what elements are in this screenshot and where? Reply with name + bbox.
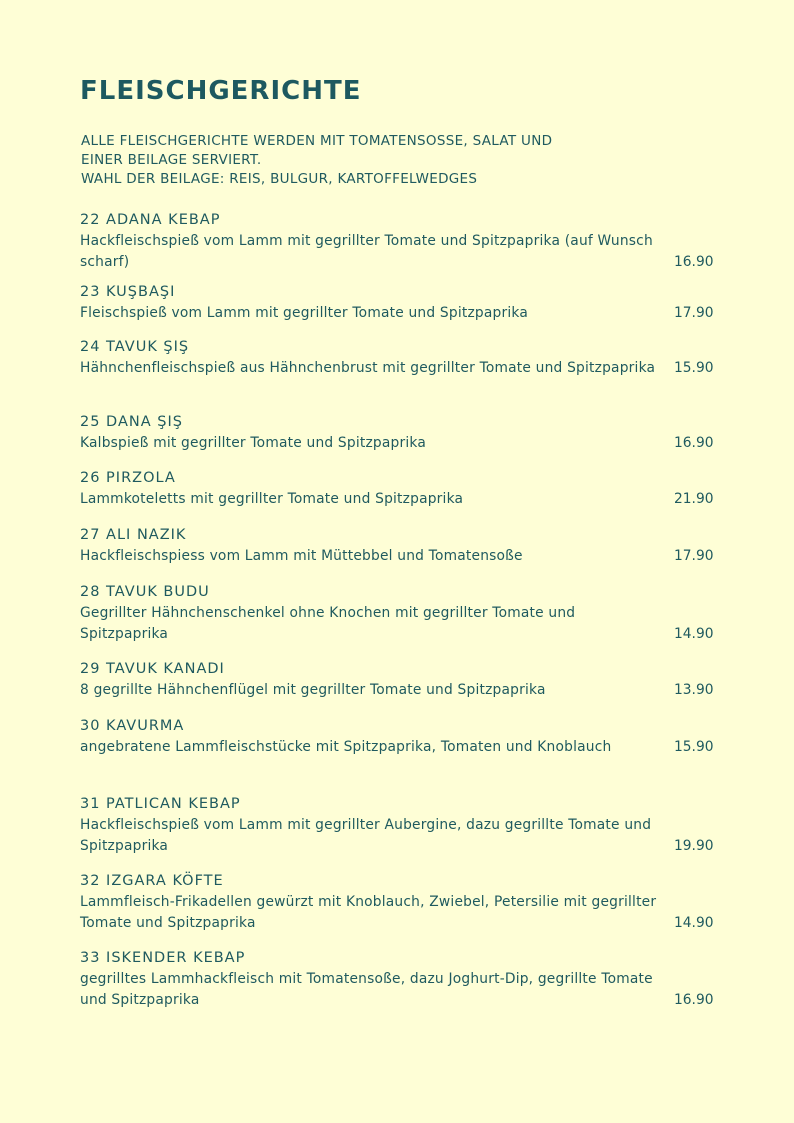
menu-item: [80, 412, 720, 454]
dish-price: 14.90: [674, 914, 714, 931]
dish-price: 14.90: [674, 625, 714, 642]
dish-name: 32 IZGARA KÖFTE: [80, 873, 224, 889]
dish-name: 26 PIRZOLA: [80, 470, 176, 486]
menu-item: [80, 659, 720, 701]
menu-item: [80, 282, 720, 324]
dish-description: angebratene Lammfleischstücke mit Spitzpaprika, Tomaten und Knoblauch: [80, 739, 612, 755]
menu-item: [80, 716, 720, 758]
dish-name: 30 KAVURMA: [80, 718, 185, 734]
menu-item: [80, 525, 720, 567]
menu-item: [80, 582, 720, 644]
menu-item: [80, 468, 720, 510]
dish-description: Lammfleisch-Frikadellen gewürzt mit Knoblauch, Zwiebel, Petersilie mit gegrillter Tomate und Spitzpaprika: [80, 894, 657, 931]
dish-name: 22 ADANA KEBAP: [80, 212, 221, 228]
page-title: FLEISCHGERICHTE: [80, 76, 362, 106]
dish-description: Hackfleischspieß vom Lamm mit gegrillter Tomate und Spitzpaprika (auf Wunsch scharf): [80, 233, 653, 270]
menu-item: [80, 948, 720, 1010]
dish-price: 16.90: [674, 991, 714, 1008]
dish-price: 17.90: [674, 305, 714, 321]
dish-name: 29 TAVUK KANADI: [80, 661, 225, 677]
dish-price: 19.90: [674, 837, 714, 854]
dish-name: 31 PATLICAN KEBAP: [80, 796, 241, 812]
intro-text: [81, 132, 681, 189]
dish-description: Gegrillter Hähnchenschenkel ohne Knochen mit gegrillter Tomate und Spitzpaprika: [80, 605, 576, 642]
dish-price: 17.90: [674, 548, 714, 564]
intro-line: EINER BEILAGE SERVIERT.: [81, 152, 262, 168]
dish-price: 16.90: [674, 435, 714, 451]
dish-description: gegrilltes Lammhackfleisch mit Tomatensoße, dazu Joghurt-Dip, gegrillte Tomate und Spitzpaprika: [80, 971, 653, 1008]
menu-item: [80, 210, 720, 272]
dish-name: 24 TAVUK ŞIŞ: [80, 339, 190, 355]
dish-price: 15.90: [674, 739, 714, 755]
dish-name: 25 DANA ŞIŞ: [80, 414, 183, 430]
menu-item: [80, 794, 720, 856]
dish-description: Lammkoteletts mit gegrillter Tomate und Spitzpaprika: [80, 491, 464, 507]
intro-line: ALLE FLEISCHGERICHTE WERDEN MIT TOMATENSOSSE, SALAT UND: [81, 133, 553, 149]
dish-description: Hackfleischspieß vom Lamm mit gegrillter Aubergine, dazu gegrillte Tomate und Spitzpaprika: [80, 817, 652, 854]
dish-price: 16.90: [674, 253, 714, 270]
dish-name: 27 ALI NAZIK: [80, 527, 187, 543]
dish-price: 15.90: [674, 360, 714, 376]
dish-description: 8 gegrillte Hähnchenflügel mit gegrillter Tomate und Spitzpaprika: [80, 682, 546, 698]
menu-item: [80, 337, 720, 379]
dish-price: 21.90: [674, 491, 714, 507]
dish-description: Fleischspieß vom Lamm mit gegrillter Tomate und Spitzpaprika: [80, 305, 529, 321]
menu-item: [80, 871, 720, 933]
intro-line: WAHL DER BEILAGE: REIS, BULGUR, KARTOFFELWEDGES: [81, 171, 478, 187]
dish-description: Hackfleischspiess vom Lamm mit Müttebbel und Tomatensoße: [80, 548, 523, 564]
dish-name: 33 ISKENDER KEBAP: [80, 950, 246, 966]
dish-name: 23 KUŞBAŞI: [80, 284, 176, 300]
dish-description: Hähnchenfleischspieß aus Hähnchenbrust mit gegrillter Tomate und Spitzpaprika: [80, 360, 656, 376]
dish-price: 13.90: [674, 682, 714, 698]
dish-name: 28 TAVUK BUDU: [80, 584, 210, 600]
dish-description: Kalbspieß mit gegrillter Tomate und Spitzpaprika: [80, 435, 427, 451]
